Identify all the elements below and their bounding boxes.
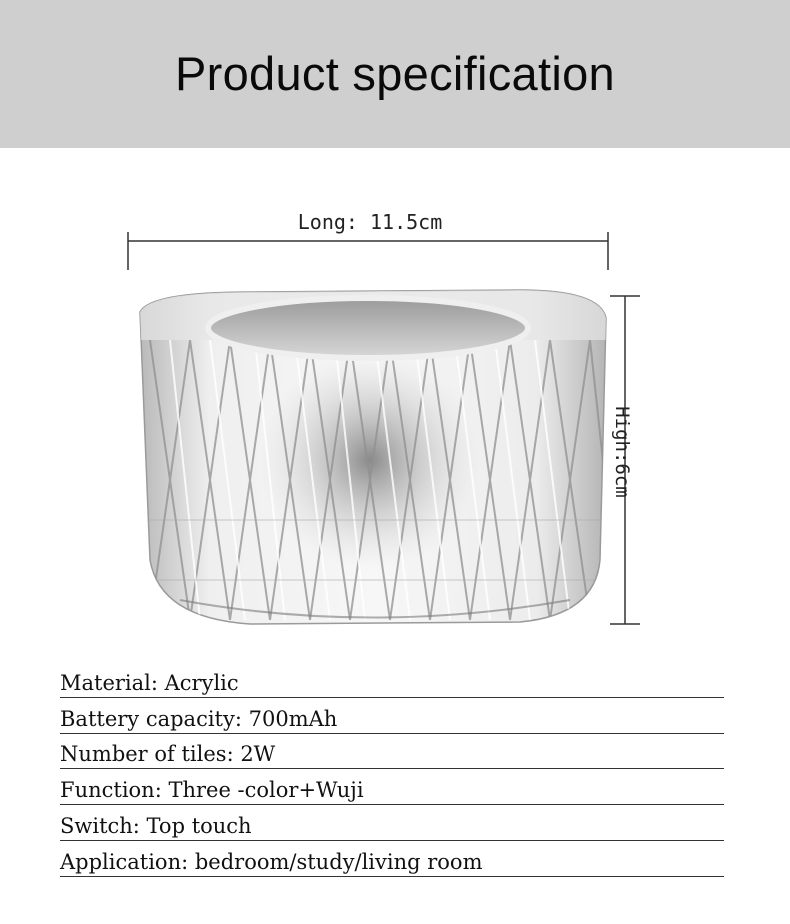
spec-battery-capacity: Battery capacity: 700mAh	[60, 698, 724, 734]
spec-function: Function: Three -color+Wuji	[60, 769, 724, 805]
length-dimension-line	[128, 232, 608, 270]
spec-number-of-tiles: Number of tiles: 2W	[60, 734, 724, 770]
crystal-lamp-image	[140, 290, 620, 624]
spec-application: Application: bedroom/study/living room	[60, 841, 724, 877]
spec-list	[60, 662, 724, 877]
height-label: High:6cm	[611, 406, 633, 498]
spec-switch: Switch: Top touch	[60, 805, 724, 841]
length-label: Long: 11.5cm	[297, 210, 443, 234]
page-title: Product specification	[175, 47, 615, 100]
spec-material: Material: Acrylic	[60, 662, 724, 698]
